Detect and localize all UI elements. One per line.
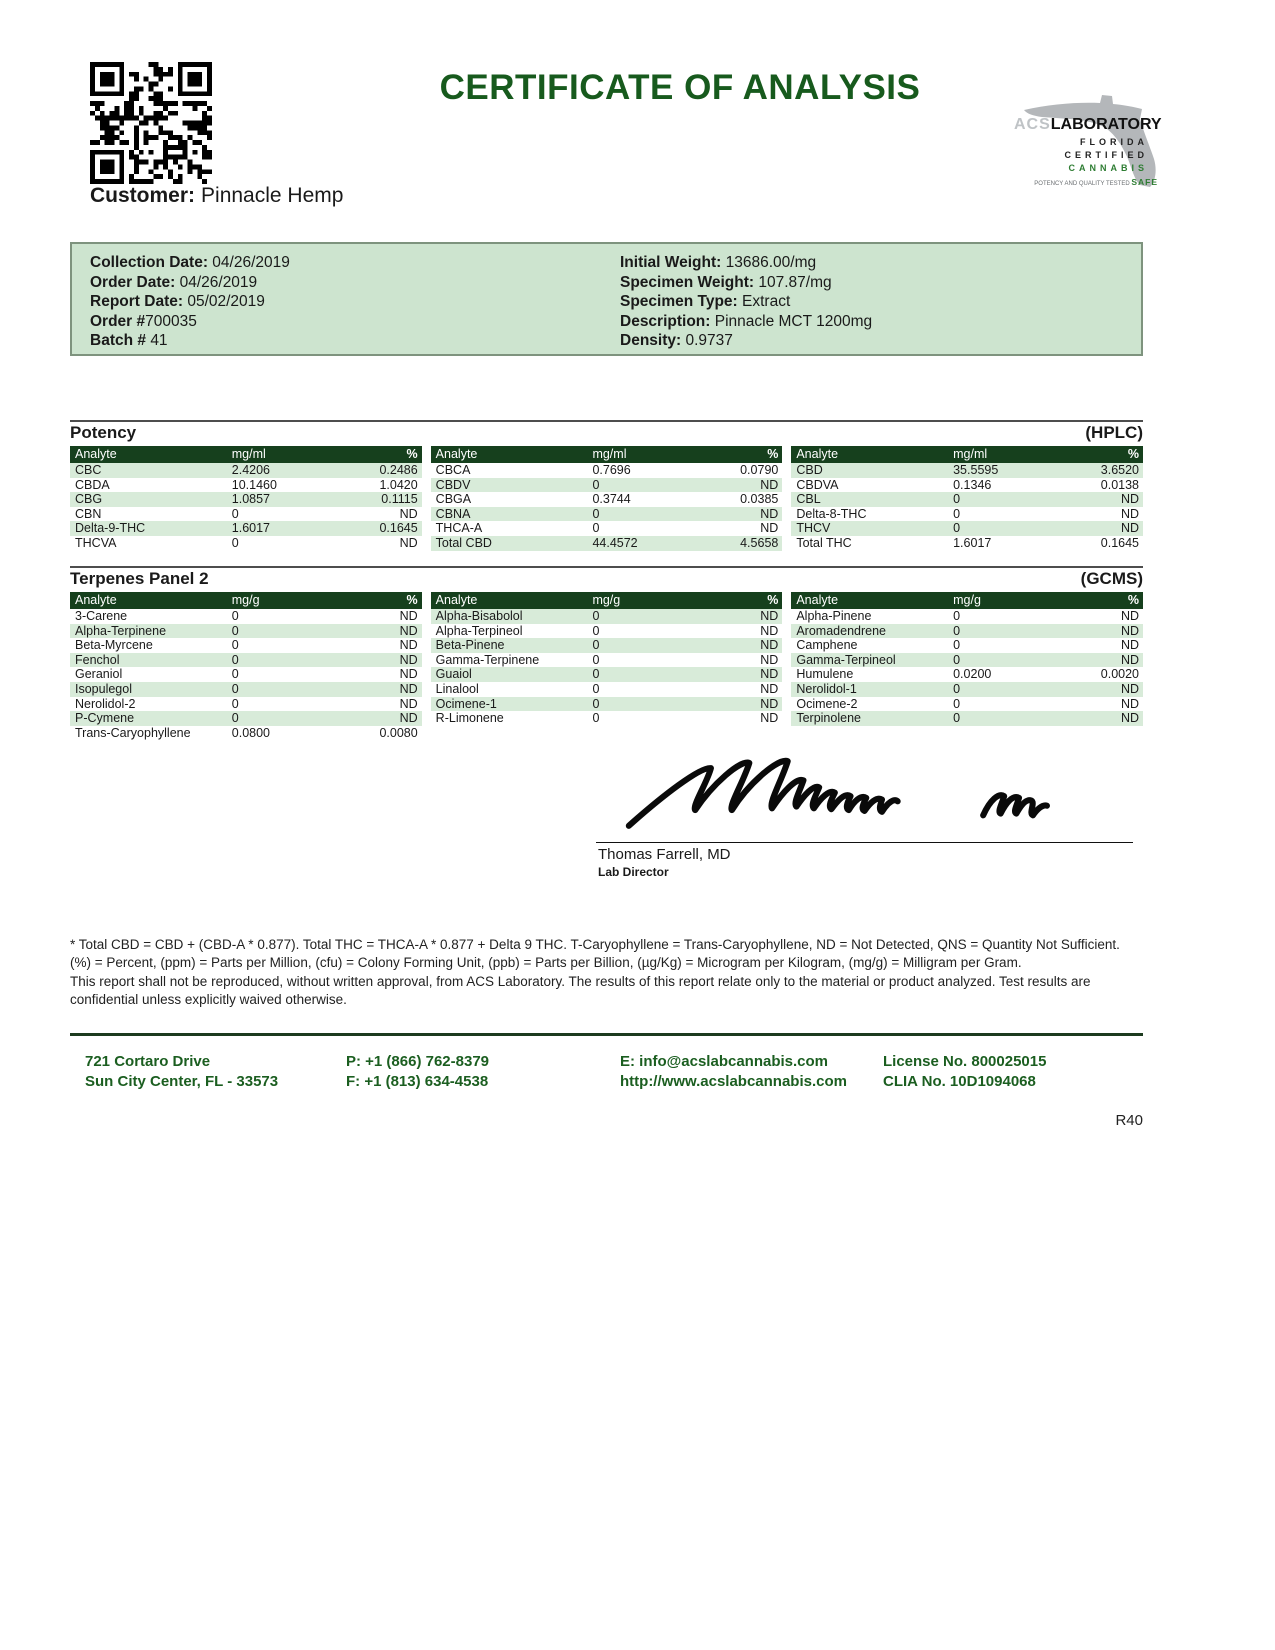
analyte-percent: 0.0080	[379, 725, 418, 740]
potency-section	[70, 420, 1143, 551]
column-header: mg/g	[231, 593, 260, 607]
analyte-percent: 0.1645	[379, 521, 418, 536]
table-row	[431, 536, 783, 551]
table-row	[431, 507, 783, 522]
analyte-percent: ND	[1120, 711, 1140, 726]
analyte-amount: 0.3744	[592, 492, 631, 507]
footer-line: CLIA No. 10D1094068	[883, 1072, 1036, 1090]
analyte-name: Beta-Pinene	[435, 638, 505, 653]
analyte-name: Nerolidol-2	[75, 696, 136, 711]
analyte-percent: ND	[760, 623, 779, 638]
table-header-row	[431, 592, 783, 609]
table-row	[791, 478, 1143, 493]
analyte-percent: ND	[399, 681, 418, 696]
analyte-amount: 0	[592, 667, 600, 682]
table-row	[431, 638, 783, 653]
analyte-percent: 0.2486	[379, 463, 418, 477]
table-header-row	[791, 592, 1143, 609]
sample-info-left-column	[90, 253, 290, 351]
table-row	[70, 507, 422, 522]
lab-footer	[70, 1052, 1143, 1096]
analyte-percent: ND	[760, 506, 779, 521]
analyte-amount: 2.4206	[231, 463, 270, 477]
page-ref: R40	[1115, 1112, 1143, 1129]
analyte-percent: ND	[399, 638, 418, 653]
column-header: Analyte	[75, 447, 117, 461]
logo-tagline-text: POTENCY AND QUALITY TESTED	[1034, 181, 1130, 187]
terpenes-section	[70, 566, 1143, 740]
analyte-percent: ND	[399, 609, 418, 623]
table-row	[70, 711, 422, 726]
info-line	[620, 292, 872, 312]
column-header: mg/ml	[953, 447, 988, 461]
table-header-row	[791, 446, 1143, 463]
table-row	[791, 624, 1143, 639]
potency-table-2	[431, 446, 783, 551]
column-header: %	[1127, 593, 1140, 607]
table-header-row	[431, 446, 783, 463]
analyte-name: Ocimene-1	[435, 696, 497, 711]
analyte-amount: 0	[592, 609, 600, 623]
column-header: %	[406, 593, 418, 607]
analyte-name: Gamma-Terpinene	[435, 652, 540, 667]
column-header: Analyte	[75, 593, 117, 607]
table-row	[431, 653, 783, 668]
analyte-amount: 0.0200	[953, 667, 992, 682]
analyte-percent: ND	[1120, 681, 1140, 696]
terpenes-tables	[70, 592, 1143, 740]
footer-contact	[620, 1052, 847, 1091]
column-header: %	[767, 447, 779, 461]
analyte-amount: 0	[953, 492, 961, 507]
footer-divider	[70, 1033, 1143, 1036]
info-label: Order Date:	[90, 273, 180, 291]
analyte-name: Alpha-Pinene	[796, 609, 872, 623]
info-line	[90, 331, 290, 351]
analyte-amount: 1.6017	[231, 521, 270, 536]
potency-tables	[70, 446, 1143, 551]
table-row	[791, 492, 1143, 507]
info-label: Report Date:	[90, 293, 188, 310]
terpenes-table-2	[431, 592, 783, 726]
potency-table-1	[70, 446, 422, 551]
analyte-name: Total THC	[796, 535, 852, 550]
analyte-amount: 0	[231, 711, 239, 726]
info-label: Order #	[90, 312, 146, 330]
analyte-percent: ND	[1120, 521, 1140, 536]
analyte-name: Camphene	[796, 638, 858, 653]
table-row	[70, 478, 422, 493]
sample-info-right-column	[620, 253, 872, 351]
terpenes-title: Terpenes Panel 2	[70, 569, 209, 588]
analyte-percent: ND	[1120, 638, 1140, 653]
table-row	[431, 609, 783, 624]
analyte-name: CBNA	[435, 506, 471, 521]
info-value: Pinnacle MCT 1200mg	[714, 312, 873, 330]
analyte-name: THCA-A	[435, 521, 483, 536]
analyte-percent: ND	[399, 506, 418, 521]
analyte-amount: 0	[231, 535, 239, 550]
logo-cannabis-text: CANNABIS	[1068, 163, 1148, 173]
analyte-amount: 0	[231, 667, 239, 682]
analyte-percent: 0.0385	[740, 492, 779, 507]
table-row	[70, 697, 422, 712]
page-title: CERTIFICATE OF ANALYSIS	[439, 68, 921, 107]
info-line	[620, 331, 872, 351]
table-row	[70, 726, 422, 741]
table-row	[70, 667, 422, 682]
customer-label: Customer:	[90, 184, 196, 207]
info-line	[90, 312, 290, 332]
analyte-name: CBDVA	[796, 477, 839, 492]
analyte-name: CBGA	[435, 492, 472, 507]
analyte-amount: 0	[231, 652, 239, 667]
table-row	[431, 697, 783, 712]
info-label: Specimen Weight:	[620, 273, 759, 291]
table-row	[431, 711, 783, 726]
column-header: %	[767, 593, 779, 607]
table-row	[70, 682, 422, 697]
info-value: 04/26/2019	[212, 254, 290, 271]
terpenes-table-3	[791, 592, 1143, 726]
table-row	[791, 521, 1143, 536]
analyte-percent: ND	[760, 652, 779, 667]
info-value: 13686.00/mg	[725, 254, 817, 271]
footer-line: http://www.acslabcannabis.com	[620, 1072, 847, 1090]
analyte-name: Linalool	[435, 681, 479, 696]
analyte-name: Ocimene-2	[796, 696, 858, 711]
terpenes-section-header	[70, 566, 1143, 589]
analyte-amount: 0	[592, 506, 600, 521]
potency-title: Potency	[70, 423, 137, 442]
table-row	[791, 638, 1143, 653]
table-row	[431, 682, 783, 697]
customer-line	[90, 184, 343, 208]
logo-florida-text: FLORIDA	[1080, 137, 1148, 147]
table-row	[70, 638, 422, 653]
info-value: 107.87/mg	[758, 273, 832, 291]
info-label: Description:	[620, 312, 715, 330]
analyte-name: CBG	[75, 492, 103, 507]
table-row	[70, 521, 422, 536]
logo-wordmark	[1014, 116, 1162, 134]
column-header: mg/g	[592, 593, 621, 607]
potency-method: (HPLC)	[1085, 423, 1143, 442]
analyte-percent: ND	[760, 521, 779, 536]
analyte-amount: 0	[592, 521, 600, 536]
table-row	[791, 667, 1143, 682]
footer-address	[85, 1052, 278, 1091]
info-line	[620, 253, 872, 273]
terpenes-table-1	[70, 592, 422, 740]
analyte-name: CBCA	[435, 463, 471, 477]
table-header-row	[70, 592, 422, 609]
analyte-amount: 0	[953, 609, 961, 623]
analyte-percent: ND	[399, 696, 418, 711]
analyte-percent: ND	[760, 667, 779, 682]
column-header: Analyte	[435, 593, 478, 607]
analyte-percent: 0.1645	[1100, 535, 1140, 550]
analyte-percent: ND	[1120, 609, 1140, 623]
analyte-amount: 0	[592, 623, 600, 638]
footer-line: E: info@acslabcannabis.com	[620, 1053, 829, 1070]
analyte-amount: 0	[953, 696, 961, 711]
info-value: 41	[150, 332, 168, 349]
analyte-name: Geraniol	[75, 667, 123, 682]
info-label: Density:	[620, 332, 686, 349]
analyte-percent: 0.1115	[381, 492, 418, 507]
analyte-percent: ND	[399, 623, 418, 638]
table-row	[791, 609, 1143, 624]
column-header: mg/g	[953, 593, 981, 607]
table-row	[791, 653, 1143, 668]
analyte-name: CBN	[75, 506, 102, 521]
info-value: 05/02/2019	[187, 293, 265, 310]
analyte-name: THCVA	[75, 535, 117, 550]
analyte-percent: ND	[1120, 492, 1140, 507]
analyte-amount: 0	[953, 638, 961, 653]
table-row	[70, 653, 422, 668]
analyte-amount: 0	[953, 521, 961, 536]
analyte-amount: 0	[953, 681, 961, 696]
table-row	[70, 492, 422, 507]
info-line	[620, 273, 872, 293]
info-line	[90, 292, 290, 312]
analyte-percent: ND	[760, 711, 779, 726]
table-row	[70, 609, 422, 624]
analyte-amount: 44.4572	[592, 535, 638, 550]
qr-code	[90, 62, 212, 184]
signature-image	[606, 742, 1116, 838]
analyte-amount: 0	[953, 623, 961, 638]
analyte-name: THCV	[796, 521, 831, 536]
analyte-percent: ND	[760, 477, 779, 492]
analyte-amount: 0	[592, 681, 600, 696]
analyte-amount: 0	[953, 506, 961, 521]
analyte-amount: 35.5595	[953, 463, 999, 477]
analyte-amount: 0	[592, 638, 600, 653]
table-row	[70, 463, 422, 478]
column-header: Analyte	[435, 447, 478, 461]
analyte-amount: 0	[231, 696, 239, 711]
table-row	[791, 682, 1143, 697]
analyte-percent: 1.0420	[379, 477, 418, 492]
footer-line: License No. 800025015	[883, 1053, 1047, 1070]
analyte-name: Humulene	[796, 667, 854, 682]
analyte-percent: ND	[760, 638, 779, 653]
footer-line: Sun City Center, FL - 33573	[85, 1072, 279, 1090]
analyte-name: Alpha-Terpinene	[75, 623, 167, 638]
customer-name: Pinnacle Hemp	[201, 184, 344, 207]
analyte-name: Terpinolene	[796, 711, 861, 726]
analyte-amount: 0	[953, 711, 961, 726]
table-row	[791, 697, 1143, 712]
table-row	[70, 536, 422, 551]
analyte-name: Nerolidol-1	[796, 681, 857, 696]
footer-line: P: +1 (866) 762-8379	[346, 1053, 490, 1070]
table-row	[431, 492, 783, 507]
analyte-name: CBL	[796, 492, 821, 507]
info-label: Specimen Type:	[620, 293, 743, 310]
signatory-name: Thomas Farrell, MD	[598, 846, 731, 863]
acs-laboratory-logo	[1000, 88, 1164, 192]
analyte-amount: 0	[592, 711, 600, 726]
analyte-name: Total CBD	[435, 535, 492, 550]
analyte-name: Trans-Caryophyllene	[75, 725, 191, 740]
analyte-amount: 0	[592, 477, 600, 492]
analyte-amount: 0.7696	[592, 463, 631, 477]
footer-line: 721 Cortaro Drive	[85, 1053, 211, 1070]
analyte-percent: ND	[1120, 623, 1140, 638]
analyte-percent: ND	[760, 609, 779, 623]
column-header: Analyte	[796, 447, 839, 461]
table-row	[791, 711, 1143, 726]
analyte-percent: ND	[399, 667, 418, 682]
info-line	[620, 312, 872, 332]
table-row	[791, 507, 1143, 522]
analyte-name: P-Cymene	[75, 711, 135, 726]
analyte-name: CBC	[75, 463, 102, 477]
analyte-percent: ND	[399, 711, 418, 726]
analyte-amount: 1.0857	[231, 492, 270, 507]
footnote-disclaimer: This report shall not be reproduced, without written approval, from ACS Laboratory. The results of this report relate only to the material or product analyzed. Test results are confidential unless explicitly waived otherwise.	[70, 974, 1091, 1007]
analyte-percent: 0.0790	[740, 463, 779, 477]
column-header: %	[1127, 447, 1140, 461]
info-value: 700035	[145, 312, 197, 330]
analyte-amount: 10.1460	[231, 477, 277, 492]
analyte-name: Beta-Myrcene	[75, 638, 153, 653]
analyte-amount: 0	[231, 506, 239, 521]
analyte-percent: ND	[1120, 506, 1140, 521]
analyte-percent: 4.5658	[740, 535, 779, 550]
analyte-name: Isopulegol	[75, 681, 132, 696]
analyte-name: Delta-8-THC	[796, 506, 867, 521]
analyte-percent: ND	[1120, 696, 1140, 711]
column-header: mg/ml	[231, 447, 266, 461]
footer-phone	[346, 1052, 489, 1091]
analyte-name: CBDV	[435, 477, 471, 492]
table-row	[431, 463, 783, 478]
logo-tagline	[1034, 177, 1158, 187]
signatory-title: Lab Director	[598, 865, 669, 879]
analyte-name: Alpha-Bisabolol	[435, 609, 523, 623]
info-line	[90, 253, 290, 273]
footer-line: F: +1 (813) 634-4538	[346, 1072, 489, 1090]
analyte-percent: ND	[760, 696, 779, 711]
analyte-amount: 0	[953, 652, 961, 667]
table-row	[70, 624, 422, 639]
signature-line	[596, 842, 1133, 843]
analyte-name: Fenchol	[75, 652, 120, 667]
analyte-percent: ND	[399, 652, 418, 667]
terpenes-method: (GCMS)	[1080, 569, 1143, 588]
analyte-name: CBD	[796, 463, 823, 477]
analyte-amount: 0	[592, 652, 600, 667]
info-value: 0.9737	[685, 332, 733, 349]
analyte-amount: 1.6017	[953, 535, 992, 550]
analyte-name: Aromadendrene	[796, 623, 886, 638]
potency-table-3	[791, 446, 1143, 551]
analyte-amount: 0.1346	[953, 477, 992, 492]
column-header: mg/ml	[592, 447, 627, 461]
analyte-percent: 0.0138	[1100, 477, 1140, 492]
analyte-name: 3-Carene	[75, 609, 128, 623]
info-line	[90, 273, 290, 293]
analyte-name: Guaiol	[435, 667, 472, 682]
analyte-percent: ND	[1120, 652, 1140, 667]
logo-laboratory-text: LABORATORY	[1050, 116, 1162, 133]
logo-certified-text: CERTIFIED	[1064, 150, 1148, 160]
analyte-amount: 0	[592, 696, 600, 711]
analyte-percent: ND	[399, 535, 418, 550]
footnote-definitions: * Total CBD = CBD + (CBD-A * 0.877). Total THC = THCA-A * 0.877 + Delta 9 THC. T-Caryophyllene = Trans-Caryophyllene, ND = Not Detected, QNS = Quantity Not Sufficient. (%) = Percent, (ppm) = Parts per Million, (cfu) = Colony Forming Unit, (ppb) = Parts per Billion, (µg/Kg) = Microgram per Kilogram, (mg/g) = Milligram per Gram.	[70, 937, 1120, 970]
logo-acs-text: ACS	[1014, 116, 1051, 133]
analyte-percent: ND	[760, 681, 779, 696]
analyte-name: Gamma-Terpineol	[796, 652, 896, 667]
info-label: Initial Weight:	[620, 254, 726, 271]
analyte-name: Delta-9-THC	[75, 521, 146, 536]
table-header-row	[70, 446, 422, 463]
table-row	[431, 667, 783, 682]
info-label: Collection Date:	[90, 254, 213, 271]
column-header: Analyte	[796, 593, 839, 607]
logo-safe-text: SAFE	[1131, 177, 1158, 187]
analyte-name: Alpha-Terpineol	[435, 623, 523, 638]
analyte-name: R-Limonene	[435, 711, 504, 726]
table-row	[431, 624, 783, 639]
analyte-name: CBDA	[75, 477, 110, 492]
analyte-percent: 3.6520	[1100, 463, 1140, 477]
footer-license	[883, 1052, 1046, 1091]
info-value: 04/26/2019	[179, 273, 258, 291]
analyte-amount: 0	[231, 609, 239, 623]
analyte-amount: 0	[231, 681, 239, 696]
analyte-amount: 0	[231, 623, 239, 638]
analyte-amount: 0.0800	[231, 725, 270, 740]
info-value: Extract	[742, 293, 791, 310]
table-row	[431, 478, 783, 493]
analyte-amount: 0	[231, 638, 239, 653]
qr-code-image	[90, 62, 212, 184]
table-row	[791, 463, 1143, 478]
footnotes	[70, 936, 1143, 1010]
column-header: %	[406, 447, 418, 461]
potency-section-header	[70, 420, 1143, 443]
table-row	[431, 521, 783, 536]
analyte-percent: 0.0020	[1100, 667, 1140, 682]
table-row	[791, 536, 1143, 551]
sample-info-box	[70, 242, 1143, 356]
info-label: Batch #	[90, 332, 151, 349]
